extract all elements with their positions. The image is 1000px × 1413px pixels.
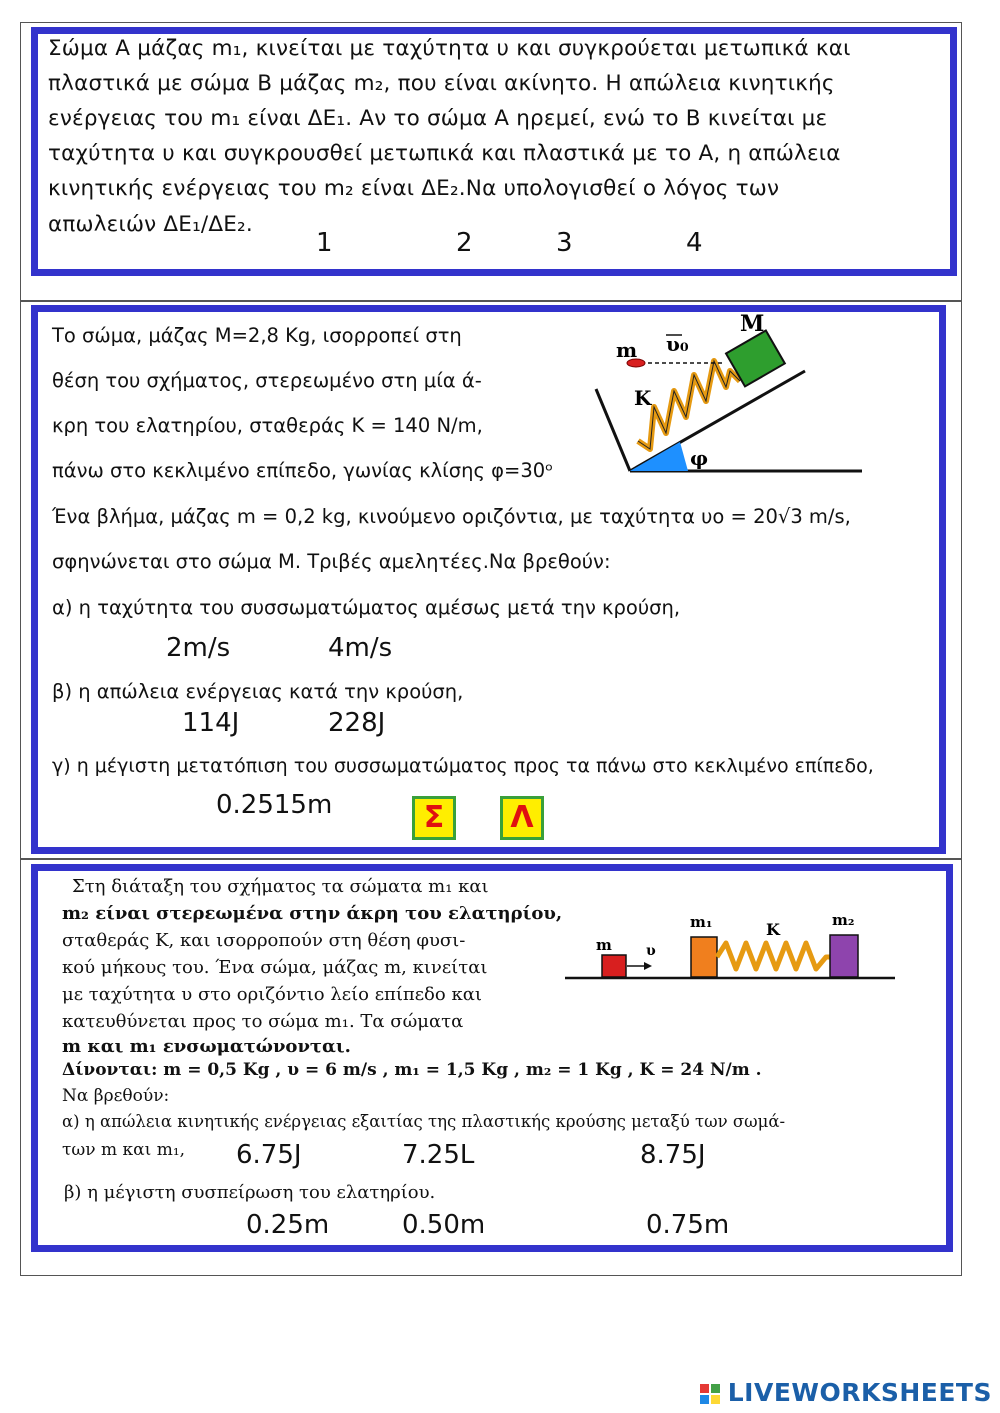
wall-line <box>596 389 630 471</box>
block-m <box>602 955 626 977</box>
label-K: K <box>766 920 780 939</box>
q2-text-line: πάνω στο κεκλιμένο επίπεδο, γωνίας κλίσης φ=30ᵒ <box>52 459 554 482</box>
q2c-value: 0.2515m <box>216 790 333 820</box>
q2-text-line: γ) η μέγιστη μετατόπιση του συσσωματώματος προς τα πάνω στο κεκλιμένο επίπεδο, <box>52 755 874 777</box>
false-button[interactable]: Λ <box>500 796 544 840</box>
q1-text-line: κινητικής ενέργειας του m₂ είναι ΔΕ₂.Να υπολογισθεί ο λόγος των <box>48 176 780 201</box>
true-button[interactable]: Σ <box>412 796 456 840</box>
q2-text-line: Το σώμα, μάζας Μ=2,8 Kg, ισορροπεί στη <box>52 324 462 347</box>
q3-text-line: m₂ είναι στερεωμένα στην άκρη του ελατηρίου, <box>62 903 563 924</box>
q3-text-line: κατευθύνεται προς το σώμα m₁. Τα σώματα <box>62 1011 464 1032</box>
spring-K <box>717 943 830 969</box>
v-arrowhead <box>644 962 652 970</box>
q3b-option-0-75m[interactable]: 0.75m <box>646 1210 730 1240</box>
q3-spring-figure <box>560 905 905 990</box>
label-M: M <box>740 311 765 337</box>
q1-text-line: πλαστικά με σώμα Β μάζας m₂, που είναι ακίνητο. Η απώλεια κινητικής <box>48 71 835 96</box>
brand-logo-icon <box>700 1384 720 1404</box>
block-m2 <box>830 935 858 977</box>
q3-text-line: με ταχύτητα υ στο οριζόντιο λείο επίπεδο και <box>62 984 482 1005</box>
q3-text-line: των m και m₁, <box>62 1140 186 1160</box>
label-phi: φ <box>690 446 709 470</box>
q1-text-line: απωλειών ΔΕ₁/ΔΕ₂. <box>48 212 253 237</box>
block-m1 <box>691 937 717 977</box>
q2-text-line: α) η ταχύτητα του συσσωματώματος αμέσως μετά την κρούση, <box>52 596 681 619</box>
q3a-option-8-75j[interactable]: 8.75J <box>640 1140 706 1170</box>
q2b-option-114j[interactable]: 114J <box>182 708 240 738</box>
q2-text-line: β) η απώλεια ενέργειας κατά την κρούση, <box>52 680 464 703</box>
q3-text-line: σταθεράς K, και ισορροπούν στη θέση φυσι- <box>62 930 466 951</box>
q3-text-line: m και m₁ ενσωματώνονται. <box>62 1036 351 1057</box>
q3b-option-0-25m[interactable]: 0.25m <box>246 1210 330 1240</box>
q2-text-line: κρη του ελατηρίου, σταθεράς Κ = 140 N/m, <box>52 414 483 437</box>
label-v0: υ₀ <box>666 332 689 356</box>
q3a-option-7-25l[interactable]: 7.25L <box>402 1140 475 1170</box>
q2-text-line: θέση του σχήματος, στερεωμένο στη μία ά- <box>52 369 482 392</box>
q2b-option-228j[interactable]: 228J <box>328 708 386 738</box>
q3a-option-6-75j[interactable]: 6.75J <box>236 1140 302 1170</box>
q3-text-line: β) η μέγιστη συσπείρωση του ελατηρίου. <box>64 1182 436 1203</box>
label-m: m <box>596 936 612 954</box>
q2a-option-4ms[interactable]: 4m/s <box>328 633 393 663</box>
label-v: υ <box>646 943 656 959</box>
angle-wedge <box>630 442 688 471</box>
q1-option-2[interactable]: 2 <box>456 228 473 258</box>
label-m2: m₂ <box>832 911 855 929</box>
q1-option-3[interactable]: 3 <box>556 228 573 258</box>
brand-name[interactable]: LIVEWORKSHEETS <box>727 1378 992 1407</box>
q3-text-line: Να βρεθούν: <box>62 1086 170 1106</box>
label-m1: m₁ <box>690 913 713 931</box>
q2-text-line: σφηνώνεται στο σώμα Μ. Τριβές αμελητέες.Να βρεθούν: <box>52 550 611 573</box>
q1-option-1[interactable]: 1 <box>316 228 333 258</box>
q2-text-line: Ένα βλήμα, μάζας m = 0,2 kg, κινούμενο οριζόντια, με ταχύτητα υο = 20√3 m/s, <box>52 505 851 528</box>
q1-text-line: Σώμα Α μάζας m₁, κινείται με ταχύτητα υ και συγκρούεται μετωπικά και <box>48 36 851 61</box>
q3-text-line: Στη διάταξη του σχήματος τα σώματα m₁ και <box>72 876 489 897</box>
q1-option-4[interactable]: 4 <box>686 228 703 258</box>
q2a-option-2ms[interactable]: 2m/s <box>166 633 231 663</box>
q3b-option-0-50m[interactable]: 0.50m <box>402 1210 486 1240</box>
q2-incline-figure <box>590 305 880 485</box>
q1-text-line: ενέργειας του m₁ είναι ΔΕ₁. Αν το σώμα Α ηρεμεί, ενώ το Β κινείται με <box>48 106 828 131</box>
q3-text-line: α) η απώλεια κινητικής ενέργειας εξαιτίας της πλαστικής κρούσης μεταξύ των σωμά- <box>62 1112 786 1131</box>
q1-text-line: ταχύτητα υ και συγκρουσθεί μετωπικά και πλαστικά με το Α, η απώλεια <box>48 141 841 166</box>
label-K: K <box>634 386 652 410</box>
q3-text-line: κού μήκους του. Ένα σώμα, μάζας m, κινείται <box>62 957 488 978</box>
q3-givens-line: Δίνονται: m = 0,5 Kg , υ = 6 m/s , m₁ = 1,5 Kg , m₂ = 1 Kg , K = 24 N/m . <box>62 1060 762 1080</box>
label-m: m <box>616 338 638 362</box>
